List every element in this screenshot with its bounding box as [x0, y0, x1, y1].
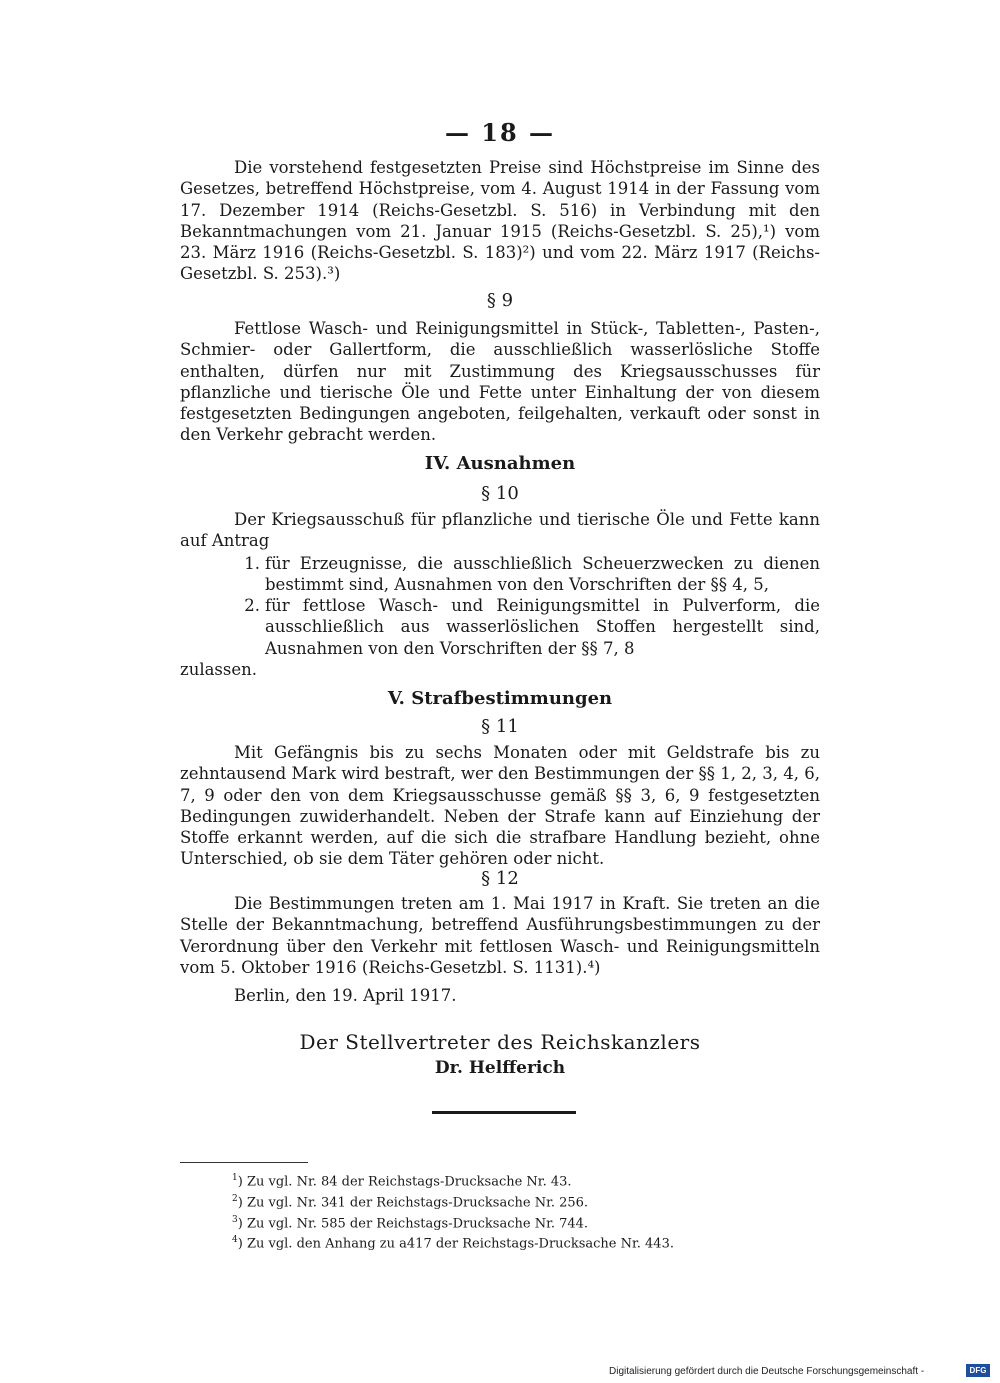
page-number: — 18 —: [444, 118, 556, 147]
digitization-credit: Digitalisierung gefördert durch die Deutsche Forschungsgemeinschaft -: [609, 1366, 925, 1377]
footnote-text: ) Zu vgl. Nr. 84 der Reichstags-Drucksache Nr. 43.: [237, 1174, 572, 1190]
section-heading-12: § 12: [481, 868, 519, 889]
footnote: [232, 1170, 792, 1191]
section-10-closing: zulassen.: [180, 660, 258, 679]
footnote-separator: [180, 1162, 308, 1163]
signer-name: Dr. Helfferich: [434, 1058, 566, 1078]
list-item-number: 2.: [244, 596, 260, 615]
footnote: [232, 1212, 792, 1233]
closing-rule: [432, 1111, 576, 1114]
footnote: [232, 1191, 792, 1212]
footnote: [232, 1232, 792, 1253]
list-item-number: 1.: [244, 554, 260, 573]
place-date: Berlin, den 19. April 1917.: [234, 986, 457, 1005]
footnote-mark: 4: [232, 1235, 238, 1246]
price-paragraph: Die vorstehend festgesetzten Preise sind Höchstpreise im Sinne des Gesetzes, betreffend Höchstpreise, vom 4. August 1914 in der Fassung vom 17. Dezember 1914 (Reichs-Gesetzbl. S. 516) in Verbindung mit den Bekanntmachungen vom 21. Januar 1915 (Reichs-Gesetzbl. S. 25),¹) vom 23. März 1916 (Reichs-Gesetzbl. S. 183)²) und vom 22. März 1917 (Reichs-Gesetzbl. S. 253).³): [180, 158, 820, 284]
section-9-text: Fettlose Wasch- und Reinigungsmittel in Stück-, Tabletten-, Pasten-, Schmier- oder Gallertform, die ausschließlich wasserlösliche Stoffe enthalten, dürfen nur mit Zustimmung des Kriegsausschusses für pflanzliche und tierische Öle und Fette unter Einhaltung der von diesem festgesetzten Bedingungen angeboten, feilgehalten, verkauft oder sonst in den Verkehr gebracht werden.: [180, 319, 820, 445]
footnote-mark: 1: [232, 1173, 238, 1183]
footnote-text: ) Zu vgl. den Anhang zu a417 der Reichstags-Drucksache Nr. 443.: [237, 1236, 674, 1252]
footnote-text: ) Zu vgl. Nr. 585 der Reichstags-Drucksache Nr. 744.: [237, 1215, 589, 1231]
section-heading-11: § 11: [481, 716, 519, 737]
dfg-logo: DFG: [966, 1364, 990, 1377]
footnote-mark: 2: [232, 1193, 238, 1204]
list-item-text: für Erzeugnisse, die ausschließlich Scheuerzwecken zu dienen bestimmt sind, Ausnahmen von den Vorschriften der §§ 4, 5,: [265, 554, 820, 595]
section-heading-9: § 9: [486, 290, 514, 311]
list-item: [238, 595, 820, 659]
price-paragraph-block: [180, 157, 820, 285]
list-item-text: für fettlose Wasch- und Reinigungsmittel in Pulverform, die ausschließlich aus wasserlöslichen Stoffen hergestellt sind, Ausnahmen von den Vorschriften der §§ 7, 8: [265, 596, 820, 658]
list-item: [238, 553, 820, 596]
footnote-mark: 3: [232, 1214, 238, 1225]
footnote-text: ) Zu vgl. Nr. 341 der Reichstags-Drucksache Nr. 256.: [237, 1195, 589, 1211]
section-11-text: Mit Gefängnis bis zu sechs Monaten oder mit Geldstrafe bis zu zehntausend Mark wird bestraft, wer den Bestimmungen der §§ 1, 2, 3, 4, 6, 7, 9 oder den von dem Kriegsausschusse gemäß §§ 3, 6, 9 festgesetzten Bedingungen zuwiderhandelt. Neben der Strafe kann auf Einziehung der Stoffe erkannt werden, auf die sich die strafbare Handlung bezieht, ohne Unterschied, ob sie dem Täter gehören oder nicht.: [180, 743, 820, 869]
section-heading-10: § 10: [481, 483, 519, 504]
chapter-heading-v: V. Strafbestimmungen: [387, 688, 613, 709]
signer-title: Der Stellvertreter des Reichskanzlers: [299, 1030, 701, 1054]
section-10-intro: Der Kriegsausschuß für pflanzliche und tierische Öle und Fette kann auf Antrag: [180, 510, 820, 551]
section-12-text: Die Bestimmungen treten am 1. Mai 1917 in Kraft. Sie treten an die Stelle der Bekanntmachung, betreffend Ausführungsbestimmungen zu der Verordnung über den Verkehr mit fettlosen Wasch- und Reinigungsmitteln vom 5. Oktober 1916 (Reichs-Gesetzbl. S. 1131).⁴): [180, 894, 820, 977]
chapter-heading-iv: IV. Ausnahmen: [424, 453, 576, 474]
footnotes: [232, 1170, 792, 1253]
